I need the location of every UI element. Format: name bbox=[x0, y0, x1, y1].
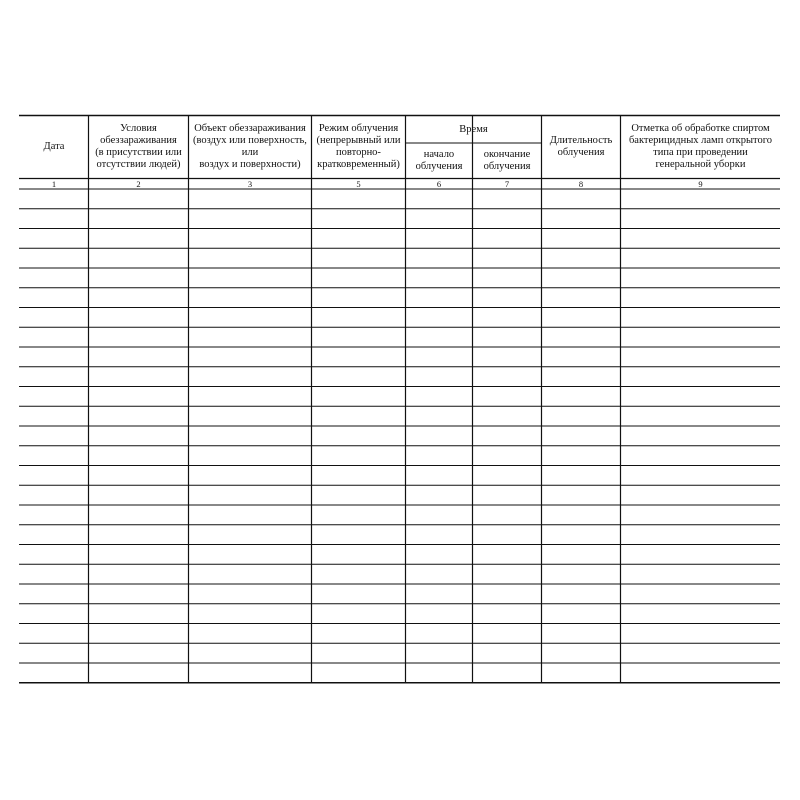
journal-entry-cell[interactable] bbox=[622, 388, 780, 406]
journal-entry-cell[interactable] bbox=[543, 407, 620, 425]
journal-entry-cell[interactable] bbox=[474, 506, 541, 524]
journal-entry-cell[interactable] bbox=[543, 210, 620, 228]
journal-entry-cell[interactable] bbox=[90, 467, 188, 485]
journal-entry-cell[interactable] bbox=[20, 486, 88, 504]
journal-entry-cell[interactable] bbox=[543, 427, 620, 445]
journal-entry-cell[interactable] bbox=[474, 427, 541, 445]
journal-entry-cell[interactable] bbox=[622, 644, 780, 662]
journal-entry-cell[interactable] bbox=[474, 447, 541, 465]
journal-entry-cell[interactable] bbox=[474, 289, 541, 307]
journal-entry-cell[interactable] bbox=[543, 269, 620, 287]
header-mode: Режим облучения (непрерывный или повторно- кратковременный) bbox=[316, 123, 401, 170]
journal-entry-cell[interactable] bbox=[90, 506, 188, 524]
journal-entry-cell[interactable] bbox=[543, 190, 620, 208]
journal-entry-cell[interactable] bbox=[407, 546, 472, 564]
journal-entry-cell[interactable] bbox=[90, 644, 188, 662]
journal-entry-cell[interactable] bbox=[190, 230, 311, 248]
column-number: 6 bbox=[436, 178, 442, 189]
journal-entry-cell[interactable] bbox=[20, 427, 88, 445]
journal-entry-cell[interactable] bbox=[313, 427, 405, 445]
journal-entry-cell[interactable] bbox=[90, 605, 188, 623]
journal-entry-cell[interactable] bbox=[474, 190, 541, 208]
journal-entry-cell[interactable] bbox=[474, 368, 541, 386]
journal-entry-cell[interactable] bbox=[20, 644, 88, 662]
journal-entry-cell[interactable] bbox=[622, 269, 780, 287]
journal-entry-cell[interactable] bbox=[407, 289, 472, 307]
journal-entry-cell[interactable] bbox=[543, 289, 620, 307]
journal-entry-cell[interactable] bbox=[543, 526, 620, 544]
journal-entry-cell[interactable] bbox=[474, 269, 541, 287]
journal-entry-cell[interactable] bbox=[190, 407, 311, 425]
journal-entry-cell[interactable] bbox=[407, 605, 472, 623]
journal-entry-cell[interactable] bbox=[90, 407, 188, 425]
header-time-end: окончание облучения bbox=[483, 148, 531, 172]
journal-entry-cell[interactable] bbox=[622, 249, 780, 267]
journal-entry-cell[interactable] bbox=[543, 664, 620, 682]
journal-entry-cell[interactable] bbox=[313, 269, 405, 287]
journal-entry-cell[interactable] bbox=[90, 348, 188, 366]
journal-entry-cell[interactable] bbox=[474, 348, 541, 366]
journal-entry-cell[interactable] bbox=[622, 348, 780, 366]
journal-entry-cell[interactable] bbox=[622, 289, 780, 307]
journal-entry-cell[interactable] bbox=[313, 249, 405, 267]
journal-entry-cell[interactable] bbox=[190, 388, 311, 406]
journal-entry-cell[interactable] bbox=[313, 506, 405, 524]
journal-entry-cell[interactable] bbox=[190, 467, 311, 485]
header-duration: Длительность облучения bbox=[549, 135, 613, 158]
journal-entry-cell[interactable] bbox=[190, 328, 311, 346]
journal-entry-cell[interactable] bbox=[407, 585, 472, 603]
journal-entry-cell[interactable] bbox=[190, 368, 311, 386]
journal-entry-cell[interactable] bbox=[543, 388, 620, 406]
journal-entry-cell[interactable] bbox=[20, 388, 88, 406]
journal-entry-cell[interactable] bbox=[20, 467, 88, 485]
journal-entry-cell[interactable] bbox=[543, 230, 620, 248]
journal-entry-cell[interactable] bbox=[190, 664, 311, 682]
column-number: 5 bbox=[356, 178, 361, 189]
header-date: Дата bbox=[43, 141, 65, 152]
journal-entry-cell[interactable] bbox=[190, 309, 311, 327]
journal-entry-cell[interactable] bbox=[543, 368, 620, 386]
journal-entry-cell[interactable] bbox=[474, 467, 541, 485]
column-number: 1 bbox=[51, 178, 57, 189]
journal-entry-cell[interactable] bbox=[20, 309, 88, 327]
journal-entry-cell[interactable] bbox=[622, 565, 780, 583]
journal-entry-cell[interactable] bbox=[313, 388, 405, 406]
journal-entry-cell[interactable] bbox=[407, 625, 472, 643]
journal-entry-cell[interactable] bbox=[407, 407, 472, 425]
journal-entry-cell[interactable] bbox=[474, 328, 541, 346]
journal-entry-cell[interactable] bbox=[313, 328, 405, 346]
journal-entry-cell[interactable] bbox=[90, 368, 188, 386]
journal-entry-cell[interactable] bbox=[543, 585, 620, 603]
journal-entry-cell[interactable] bbox=[313, 546, 405, 564]
journal-entry-cell[interactable] bbox=[20, 506, 88, 524]
journal-entry-cell[interactable] bbox=[407, 506, 472, 524]
journal-entry-cell[interactable] bbox=[190, 486, 311, 504]
journal-entry-cell[interactable] bbox=[190, 447, 311, 465]
journal-entry-cell[interactable] bbox=[20, 546, 88, 564]
journal-entry-cell[interactable] bbox=[407, 309, 472, 327]
journal-entry-cell[interactable] bbox=[622, 506, 780, 524]
journal-entry-cell[interactable] bbox=[407, 664, 472, 682]
column-number: 3 bbox=[247, 178, 253, 189]
journal-entry-cell[interactable] bbox=[407, 467, 472, 485]
journal-entry-cell[interactable] bbox=[90, 447, 188, 465]
journal-entry-cell[interactable] bbox=[622, 526, 780, 544]
journal-entry-cell[interactable] bbox=[190, 644, 311, 662]
journal-entry-cell[interactable] bbox=[407, 328, 472, 346]
column-number: 2 bbox=[136, 178, 141, 189]
journal-entry-cell[interactable] bbox=[313, 467, 405, 485]
journal-entry-cell[interactable] bbox=[20, 210, 88, 228]
journal-entry-cell[interactable] bbox=[543, 249, 620, 267]
journal-entry-cell[interactable] bbox=[190, 526, 311, 544]
journal-entry-cell[interactable] bbox=[622, 210, 780, 228]
journal-entry-cell[interactable] bbox=[313, 605, 405, 623]
journal-entry-cell[interactable] bbox=[474, 486, 541, 504]
journal-entry-cell[interactable] bbox=[407, 190, 472, 208]
journal-entry-cell[interactable] bbox=[190, 605, 311, 623]
journal-entry-cell[interactable] bbox=[543, 309, 620, 327]
journal-entry-cell[interactable] bbox=[474, 625, 541, 643]
journal-entry-cell[interactable] bbox=[90, 585, 188, 603]
journal-entry-cell[interactable] bbox=[474, 605, 541, 623]
journal-entry-cell[interactable] bbox=[622, 368, 780, 386]
journal-entry-cell[interactable] bbox=[622, 605, 780, 623]
journal-entry-cell[interactable] bbox=[190, 210, 311, 228]
journal-entry-cell[interactable] bbox=[543, 605, 620, 623]
journal-entry-cell[interactable] bbox=[20, 585, 88, 603]
journal-entry-cell[interactable] bbox=[90, 388, 188, 406]
journal-entry-cell[interactable] bbox=[20, 565, 88, 583]
journal-entry-cell[interactable] bbox=[190, 506, 311, 524]
journal-entry-cell[interactable] bbox=[90, 190, 188, 208]
journal-entry-cell[interactable] bbox=[474, 230, 541, 248]
journal-entry-cell[interactable] bbox=[20, 249, 88, 267]
journal-entry-cell[interactable] bbox=[407, 249, 472, 267]
journal-entry-cell[interactable] bbox=[313, 348, 405, 366]
journal-entry-cell[interactable] bbox=[474, 388, 541, 406]
journal-entry-cell[interactable] bbox=[407, 230, 472, 248]
journal-entry-cell[interactable] bbox=[90, 249, 188, 267]
journal-entry-cell[interactable] bbox=[407, 486, 472, 504]
journal-entry-cell[interactable] bbox=[622, 625, 780, 643]
column-number: 7 bbox=[504, 178, 510, 189]
journal-entry-cell[interactable] bbox=[407, 644, 472, 662]
journal-entry-cell[interactable] bbox=[622, 546, 780, 564]
journal-entry-cell[interactable] bbox=[622, 664, 780, 682]
journal-entry-cell[interactable] bbox=[20, 407, 88, 425]
journal-entry-cell[interactable] bbox=[190, 585, 311, 603]
header-time-start: начало облучения bbox=[415, 148, 463, 172]
journal-entry-cell[interactable] bbox=[474, 585, 541, 603]
journal-entry-cell[interactable] bbox=[313, 644, 405, 662]
journal-entry-cell[interactable] bbox=[90, 664, 188, 682]
journal-entry-cell[interactable] bbox=[90, 210, 188, 228]
header-alcohol-mark: Отметка об обработке спиртом бактерицидных ламп открытого типа при проведении генеральной уборки bbox=[628, 123, 773, 170]
journal-entry-cell[interactable] bbox=[190, 427, 311, 445]
journal-entry-cell[interactable] bbox=[622, 328, 780, 346]
header-time: Время bbox=[459, 123, 488, 135]
journal-entry-cell[interactable] bbox=[622, 427, 780, 445]
journal-entry-cell[interactable] bbox=[622, 447, 780, 465]
journal-entry-cell[interactable] bbox=[313, 407, 405, 425]
journal-entry-cell[interactable] bbox=[90, 565, 188, 583]
journal-entry-cell[interactable] bbox=[20, 289, 88, 307]
journal-entry-cell[interactable] bbox=[20, 664, 88, 682]
journal-entry-cell[interactable] bbox=[20, 348, 88, 366]
journal-entry-cell[interactable] bbox=[543, 565, 620, 583]
journal-entry-cell[interactable] bbox=[90, 546, 188, 564]
journal-entry-cell[interactable] bbox=[90, 625, 188, 643]
journal-entry-cell[interactable] bbox=[474, 565, 541, 583]
journal-entry-cell[interactable] bbox=[474, 309, 541, 327]
journal-entry-cell[interactable] bbox=[90, 309, 188, 327]
journal-entry-cell[interactable] bbox=[407, 565, 472, 583]
journal-entry-cell[interactable] bbox=[313, 447, 405, 465]
journal-entry-cell[interactable] bbox=[474, 407, 541, 425]
journal-entry-cell[interactable] bbox=[543, 447, 620, 465]
journal-entry-cell[interactable] bbox=[20, 605, 88, 623]
journal-entry-cell[interactable] bbox=[407, 269, 472, 287]
journal-entry-cell[interactable] bbox=[90, 486, 188, 504]
journal-entry-cell[interactable] bbox=[543, 506, 620, 524]
journal-entry-cell[interactable] bbox=[543, 546, 620, 564]
journal-entry-cell[interactable] bbox=[90, 526, 188, 544]
journal-entry-cell[interactable] bbox=[474, 526, 541, 544]
journal-entry-cell[interactable] bbox=[543, 644, 620, 662]
journal-entry-cell[interactable] bbox=[313, 565, 405, 583]
journal-entry-cell[interactable] bbox=[407, 210, 472, 228]
journal-entry-cell[interactable] bbox=[543, 348, 620, 366]
journal-entry-cell[interactable] bbox=[313, 210, 405, 228]
column-number: 8 bbox=[578, 178, 584, 189]
journal-entry-cell[interactable] bbox=[313, 230, 405, 248]
journal-entry-cell[interactable] bbox=[622, 407, 780, 425]
journal-entry-cell[interactable] bbox=[90, 230, 188, 248]
journal-entry-cell[interactable] bbox=[190, 190, 311, 208]
journal-entry-cell[interactable] bbox=[407, 427, 472, 445]
journal-entry-cell[interactable] bbox=[20, 447, 88, 465]
journal-entry-cell[interactable] bbox=[474, 644, 541, 662]
journal-entry-cell[interactable] bbox=[622, 467, 780, 485]
journal-entry-cell[interactable] bbox=[313, 289, 405, 307]
column-number: 9 bbox=[698, 178, 703, 189]
journal-entry-cell[interactable] bbox=[190, 565, 311, 583]
journal-entry-cell[interactable] bbox=[20, 328, 88, 346]
journal-entry-cell[interactable] bbox=[20, 526, 88, 544]
journal-entry-cell[interactable] bbox=[474, 664, 541, 682]
journal-entry-cell[interactable] bbox=[313, 526, 405, 544]
journal-entry-cell[interactable] bbox=[622, 190, 780, 208]
journal-entry-cell[interactable] bbox=[313, 664, 405, 682]
header-conditions: Условия обеззараживания (в присутствии или отсутствии людей) bbox=[95, 123, 182, 170]
journal-entry-cell[interactable] bbox=[474, 210, 541, 228]
journal-entry-cell[interactable] bbox=[20, 269, 88, 287]
journal-entry-cell[interactable] bbox=[190, 289, 311, 307]
journal-entry-cell[interactable] bbox=[622, 585, 780, 603]
journal-entry-cell[interactable] bbox=[407, 447, 472, 465]
journal-entry-cell[interactable] bbox=[90, 289, 188, 307]
journal-entry-cell[interactable] bbox=[190, 348, 311, 366]
journal-entry-cell[interactable] bbox=[190, 546, 311, 564]
journal-entry-cell[interactable] bbox=[313, 625, 405, 643]
journal-entry-cell[interactable] bbox=[622, 230, 780, 248]
journal-entry-cell[interactable] bbox=[474, 546, 541, 564]
journal-entry-cell[interactable] bbox=[20, 625, 88, 643]
journal-entry-cell[interactable] bbox=[190, 269, 311, 287]
journal-entry-cell[interactable] bbox=[190, 625, 311, 643]
journal-entry-cell[interactable] bbox=[190, 249, 311, 267]
journal-entry-cell[interactable] bbox=[313, 486, 405, 504]
journal-entry-cell[interactable] bbox=[313, 585, 405, 603]
journal-entry-cell[interactable] bbox=[90, 269, 188, 287]
journal-entry-cell[interactable] bbox=[20, 368, 88, 386]
journal-entry-cell[interactable] bbox=[20, 230, 88, 248]
journal-entry-cell[interactable] bbox=[90, 328, 188, 346]
header-object: Объект обеззараживания (воздух или поверхность, или воздух и поверхности) bbox=[193, 123, 307, 170]
journal-entry-cell[interactable] bbox=[543, 467, 620, 485]
journal-entry-cell[interactable] bbox=[407, 388, 472, 406]
journal-entry-cell[interactable] bbox=[543, 486, 620, 504]
journal-entry-cell[interactable] bbox=[474, 249, 541, 267]
journal-entry-cell[interactable] bbox=[622, 309, 780, 327]
journal-entry-cell[interactable] bbox=[313, 190, 405, 208]
journal-entry-cell[interactable] bbox=[622, 486, 780, 504]
journal-entry-cell[interactable] bbox=[407, 526, 472, 544]
journal-entry-cell[interactable] bbox=[313, 309, 405, 327]
journal-entry-cell[interactable] bbox=[407, 348, 472, 366]
journal-entry-cell[interactable] bbox=[543, 328, 620, 346]
journal-entry-cell[interactable] bbox=[90, 427, 188, 445]
journal-entry-cell[interactable] bbox=[407, 368, 472, 386]
journal-entry-cell[interactable] bbox=[543, 625, 620, 643]
journal-entry-cell[interactable] bbox=[313, 368, 405, 386]
journal-entry-cell[interactable] bbox=[20, 190, 88, 208]
